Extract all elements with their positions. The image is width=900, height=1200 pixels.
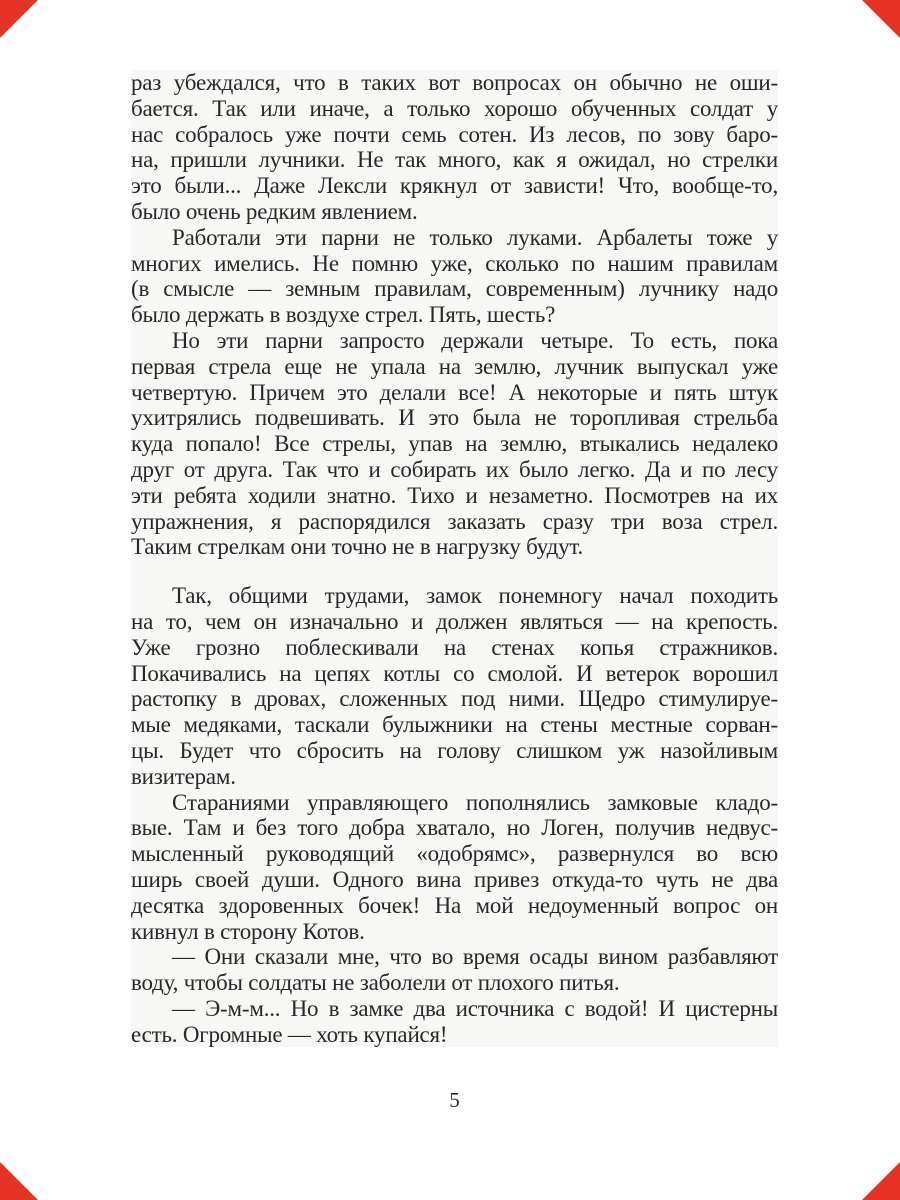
- text-line: было держать в воздухе стрел. Пять, шесть?: [131, 302, 556, 328]
- text-line: ухитрялись подвешивать. И это была не торопливая стрельба: [131, 405, 778, 431]
- text-line: нас собралось уже почти семь сотен. Из лесов, по зову баро-: [131, 121, 778, 147]
- corner-mark-bottom-left-icon: [0, 1162, 38, 1200]
- paragraph: [131, 70, 778, 225]
- page-number: 5: [449, 1088, 460, 1112]
- text-line: мысленный руководящий «одобрямс», развернулся во всю: [131, 841, 778, 867]
- text-line: ширь своей души. Одного вина привез откуда-то чуть не два: [131, 866, 778, 892]
- paragraph: [131, 225, 778, 328]
- text-line: — Они сказали мне, что во время осады вином разбавляют: [172, 944, 778, 970]
- text-line: друг от друга. Так что и собирать их было легко. Да и по лесу: [131, 456, 778, 482]
- paragraph: [131, 944, 778, 996]
- text-line: есть. Огромные — хоть купайся!: [131, 1021, 448, 1047]
- text-line: было очень редким явлением.: [131, 198, 418, 224]
- text-line: четвертую. Причем это делали все! А некоторые и пять штук: [131, 379, 778, 405]
- corner-mark-top-right-icon: [862, 0, 900, 38]
- page-text-block: [131, 70, 778, 1047]
- text-line: упражнения, я распорядился заказать сразу три воза стрел.: [131, 508, 778, 534]
- text-line: это были... Даже Лексли крякнул от зависти! Что, вообще-то,: [131, 173, 778, 199]
- text-line: — Э-м-м... Но в замке два источника с водой! И цистерны: [172, 995, 778, 1021]
- text-line: воду, чтобы солдаты не заболели от плохого питья.: [131, 970, 620, 996]
- text-line: Так, общими трудами, замок понемногу начал походить: [172, 583, 778, 609]
- text-line: на то, чем он изначально и должен являться — на крепость.: [131, 608, 778, 634]
- text-line: (в смысле — земным правилам, современным) лучнику надо: [131, 276, 778, 302]
- text-line: Таким стрелкам они точно не в нагрузку будут.: [131, 534, 584, 560]
- text-line: вые. Там и без того добра хватало, но Логен, получив недвус-: [131, 815, 778, 841]
- corner-mark-bottom-right-icon: [862, 1162, 900, 1200]
- text-line: цы. Будет что сбросить на голову слишком уж назойливым: [131, 737, 778, 763]
- text-line: на, пришли лучники. Не так много, как я ожидал, но стрелки: [131, 147, 778, 173]
- text-line: Уже грозно поблескивали на стенах копья стражников.: [131, 634, 778, 660]
- text-line: многих имелись. Не помню уже, сколько по нашим правилам: [131, 250, 778, 276]
- text-line: Но эти парни запросто держали четыре. То есть, пока: [172, 327, 778, 353]
- text-line: Работали эти парни не только луками. Арбалеты тоже у: [172, 224, 778, 250]
- text-line: кивнул в сторону Котов.: [131, 918, 365, 944]
- text-line: раз убеждался, что в таких вот вопросах он обычно не оши-: [131, 70, 778, 95]
- text-line: бается. Так или иначе, а только хорошо обученных солдат у: [131, 95, 778, 121]
- text-line: мые медяками, таскали булыжники на стены местные сорван-: [131, 712, 778, 738]
- text-line: Стараниями управляющего пополнялись замковые кладо-: [172, 789, 778, 815]
- corner-mark-top-left-icon: [0, 0, 38, 38]
- paragraph: [131, 790, 778, 945]
- text-line: первая стрела еще не упала на землю, лучник выпускал уже: [131, 353, 778, 379]
- paragraph: [131, 996, 778, 1048]
- text-line: Покачивались на цепях котлы со смолой. И ветерок ворошил: [131, 660, 778, 686]
- text-line: куда попало! Все стрелы, упав на землю, втыкались недалеко: [131, 431, 778, 457]
- text-line: десятка здоровенных бочек! На мой недоуменный вопрос он: [131, 892, 778, 918]
- text-line: растопку в дровах, сложенных под ними. Щедро стимулируе-: [131, 686, 778, 712]
- paragraph: [131, 583, 778, 789]
- paragraph: [131, 328, 778, 560]
- text-line: визитерам.: [131, 763, 236, 789]
- text-line: эти ребята ходили знатно. Тихо и незаметно. Посмотрев на их: [131, 482, 778, 508]
